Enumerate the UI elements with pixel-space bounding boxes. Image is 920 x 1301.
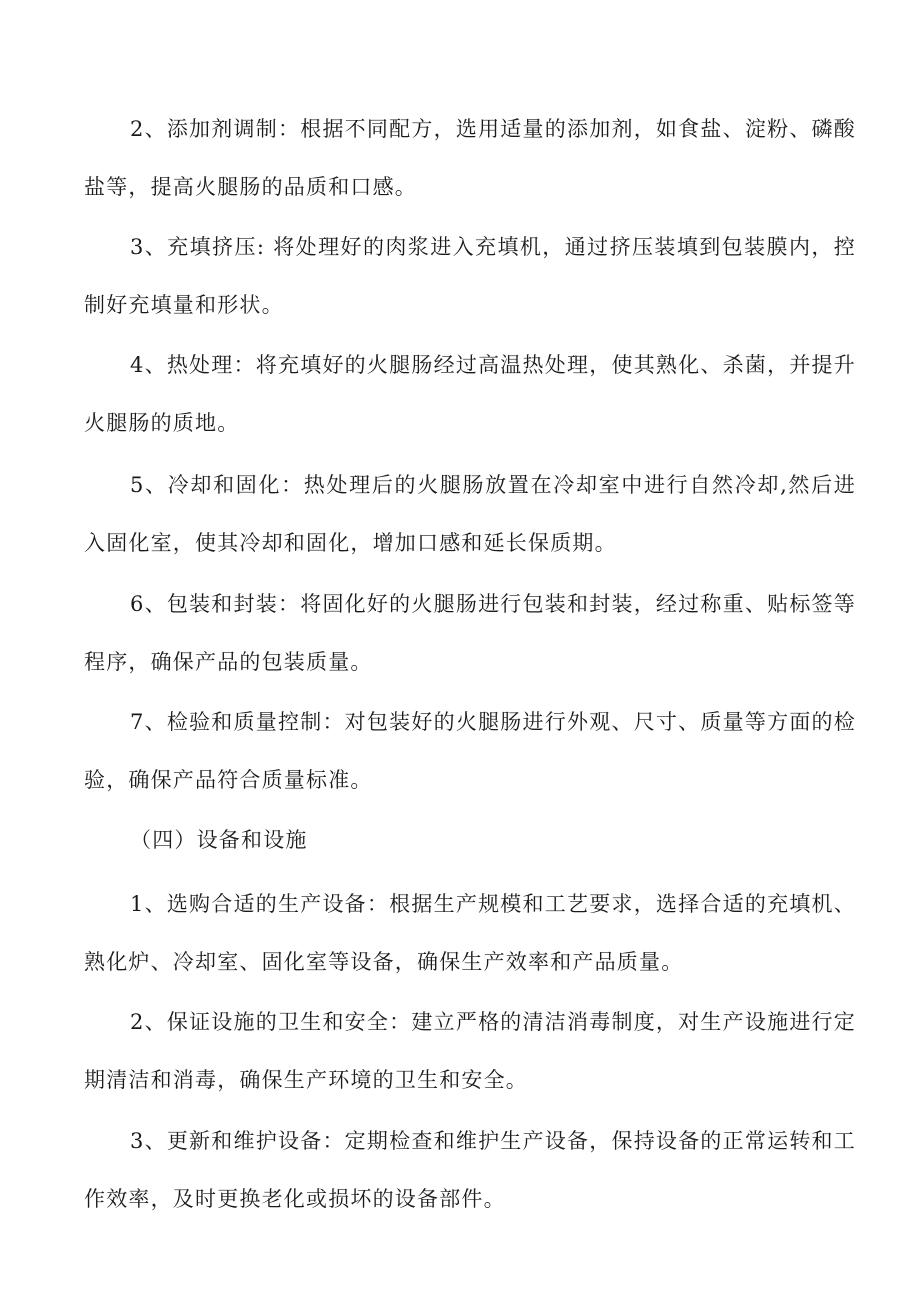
paragraph-facility-hygiene-safety: 2、保证设施的卫生和安全：建立严格的清洁消毒制度，对生产设施进行定期清洁和消毒，确保生产环境的卫生和安全。 — [84, 1010, 856, 1092]
paragraph-packaging-sealing: 6、包装和封装：将固化好的火腿肠进行包装和封装，经过称重、贴标签等程序，确保产品的包装质量。 — [84, 592, 856, 674]
paragraph-select-equipment: 1、选购合适的生产设备：根据生产规模和工艺要求，选择合适的充填机、熟化炉、冷却室、固化室等设备，确保生产效率和产品质量。 — [84, 892, 856, 974]
paragraph-heat-treatment: 4、热处理：将充填好的火腿肠经过高温热处理，使其熟化、杀菌，并提升火腿肠的质地。 — [84, 353, 856, 435]
section-heading-equipment: （四）设备和设施 — [130, 828, 308, 852]
paragraph-filling-extrusion: 3、充填挤压: 将处理好的肉浆进入充填机，通过挤压装填到包装膜内，控制好充填量和形状。 — [84, 235, 856, 317]
paragraph-equipment-maintenance: 3、更新和维护设备：定期检查和维护生产设备，保持设备的正常运转和工作效率，及时更换老化或损坏的设备部件。 — [84, 1129, 856, 1211]
paragraph-cooling-curing: 5、冷却和固化：热处理后的火腿肠放置在冷却室中进行自然冷却,然后进入固化室，使其冷却和固化，增加口感和延长保质期。 — [84, 473, 856, 555]
paragraph-additive-preparation: 2、添加剂调制：根据不同配方，选用适量的添加剂，如食盐、淀粉、磷酸盐等，提高火腿肠的品质和口感。 — [84, 117, 856, 199]
paragraph-inspection-quality: 7、检验和质量控制：对包装好的火腿肠进行外观、尺寸、质量等方面的检验，确保产品符合质量标准。 — [84, 710, 856, 792]
